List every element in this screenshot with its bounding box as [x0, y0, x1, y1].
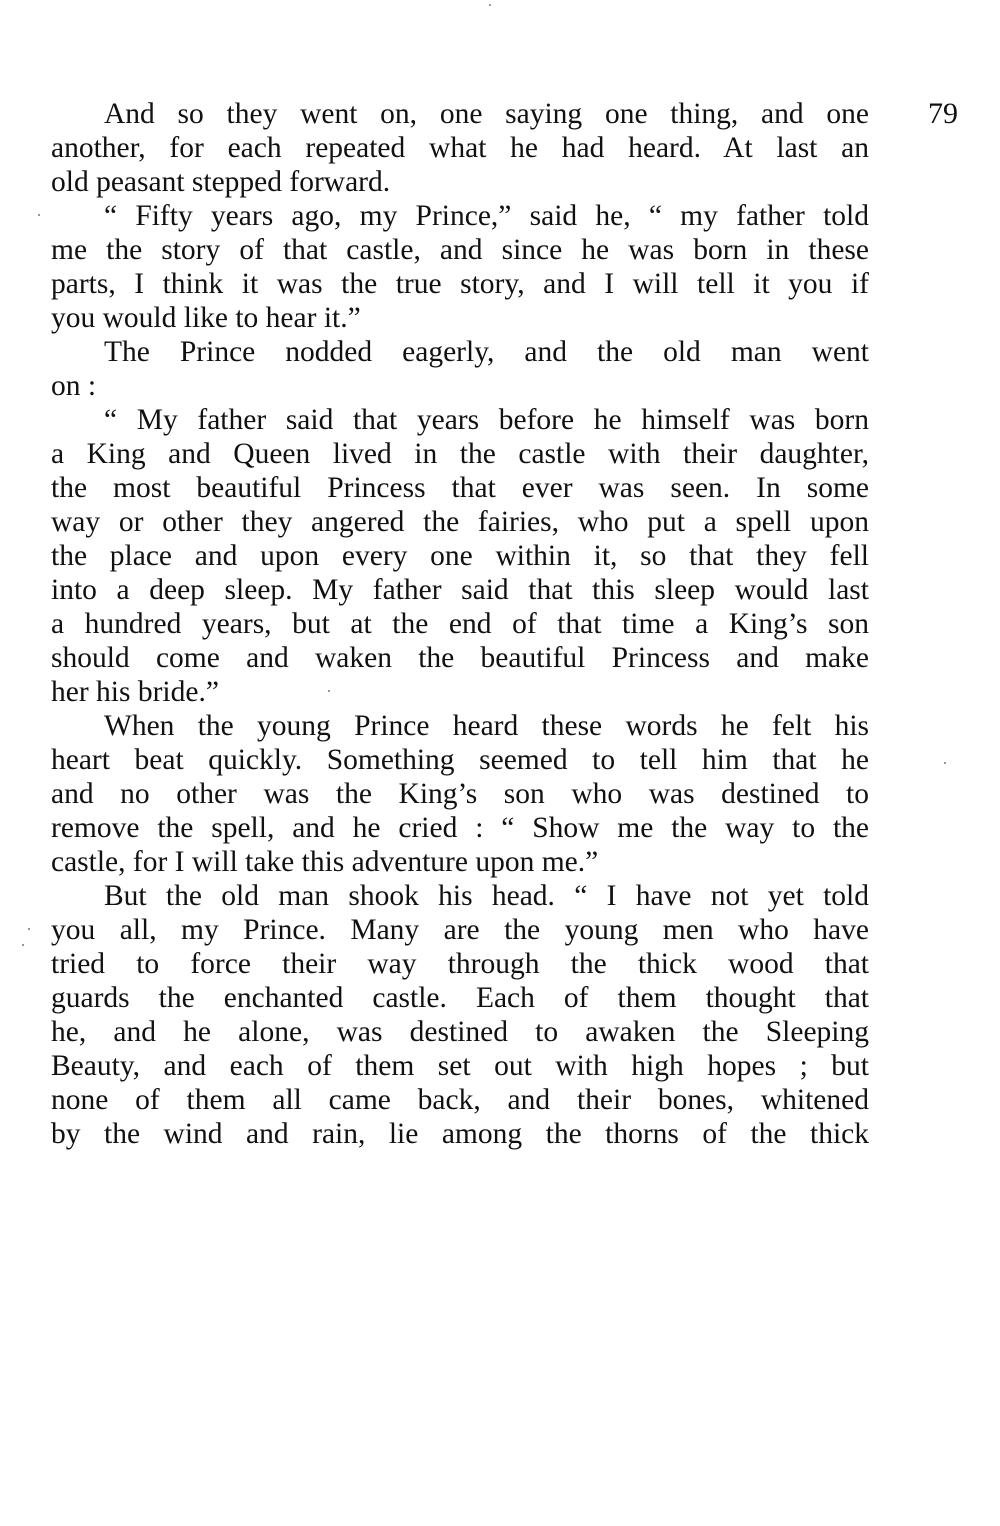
text-line: castle, for I will take this adventure upon me.” — [51, 846, 599, 878]
scan-speck — [489, 4, 491, 6]
page-number: 79 — [928, 97, 958, 130]
text-line: none of them all came back, and their bones, whitened — [51, 1084, 869, 1116]
text-line: me the story of that castle, and since he was born in these — [51, 234, 869, 266]
text-line: another, for each repeated what he had heard. At last an — [51, 132, 869, 164]
text-line: guards the enchanted castle. Each of them thought that — [51, 982, 869, 1014]
text-line: he, and he alone, was destined to awaken the Sleeping — [51, 1016, 869, 1048]
text-line: heart beat quickly. Something seemed to tell him that he — [51, 744, 869, 776]
text-line: “ My father said that years before he himself was born — [104, 404, 869, 436]
text-line: you all, my Prince. Many are the young men who have — [51, 914, 869, 946]
scan-speck — [944, 762, 946, 764]
text-line: old peasant stepped forward. — [51, 166, 391, 198]
text-line: tried to force their way through the thick wood that — [51, 948, 869, 980]
text-line: a King and Queen lived in the castle with their daughter, — [51, 438, 869, 470]
text-line: a hundred years, but at the end of that time a King’s son — [51, 608, 869, 640]
text-line: remove the spell, and he cried : “ Show me the way to the — [51, 812, 869, 844]
scan-speck — [28, 928, 30, 930]
text-line: way or other they angered the fairies, who put a spell upon — [51, 506, 869, 538]
text-line: Beauty, and each of them set out with high hopes ; but — [51, 1050, 869, 1082]
text-line: her his bride.” — [51, 676, 219, 708]
scan-speck — [328, 690, 330, 692]
text-line: The Prince nodded eagerly, and the old man went — [104, 336, 869, 368]
text-line: on : — [51, 370, 97, 402]
text-line: parts, I think it was the true story, and I will tell it you if — [51, 268, 869, 300]
text-line: the most beautiful Princess that ever was seen. In some — [51, 472, 869, 504]
scan-speck — [22, 944, 24, 946]
text-line: and no other was the King’s son who was destined to — [51, 778, 869, 810]
body-text — [51, 97, 869, 1151]
text-line: “ Fifty years ago, my Prince,” said he, “ my father told — [104, 200, 869, 232]
text-line: should come and waken the beautiful Princess and make — [51, 642, 869, 674]
text-line: And so they went on, one saying one thing, and one — [104, 98, 869, 130]
text-line: the place and upon every one within it, so that they fell — [51, 540, 869, 572]
text-line: by the wind and rain, lie among the thorns of the thick — [51, 1118, 869, 1150]
text-line: you would like to hear it.” — [51, 302, 361, 334]
text-line: into a deep sleep. My father said that this sleep would last — [51, 574, 869, 606]
text-line: When the young Prince heard these words he felt his — [104, 710, 869, 742]
scan-speck — [38, 214, 40, 216]
text-line: But the old man shook his head. “ I have not yet told — [104, 880, 869, 912]
